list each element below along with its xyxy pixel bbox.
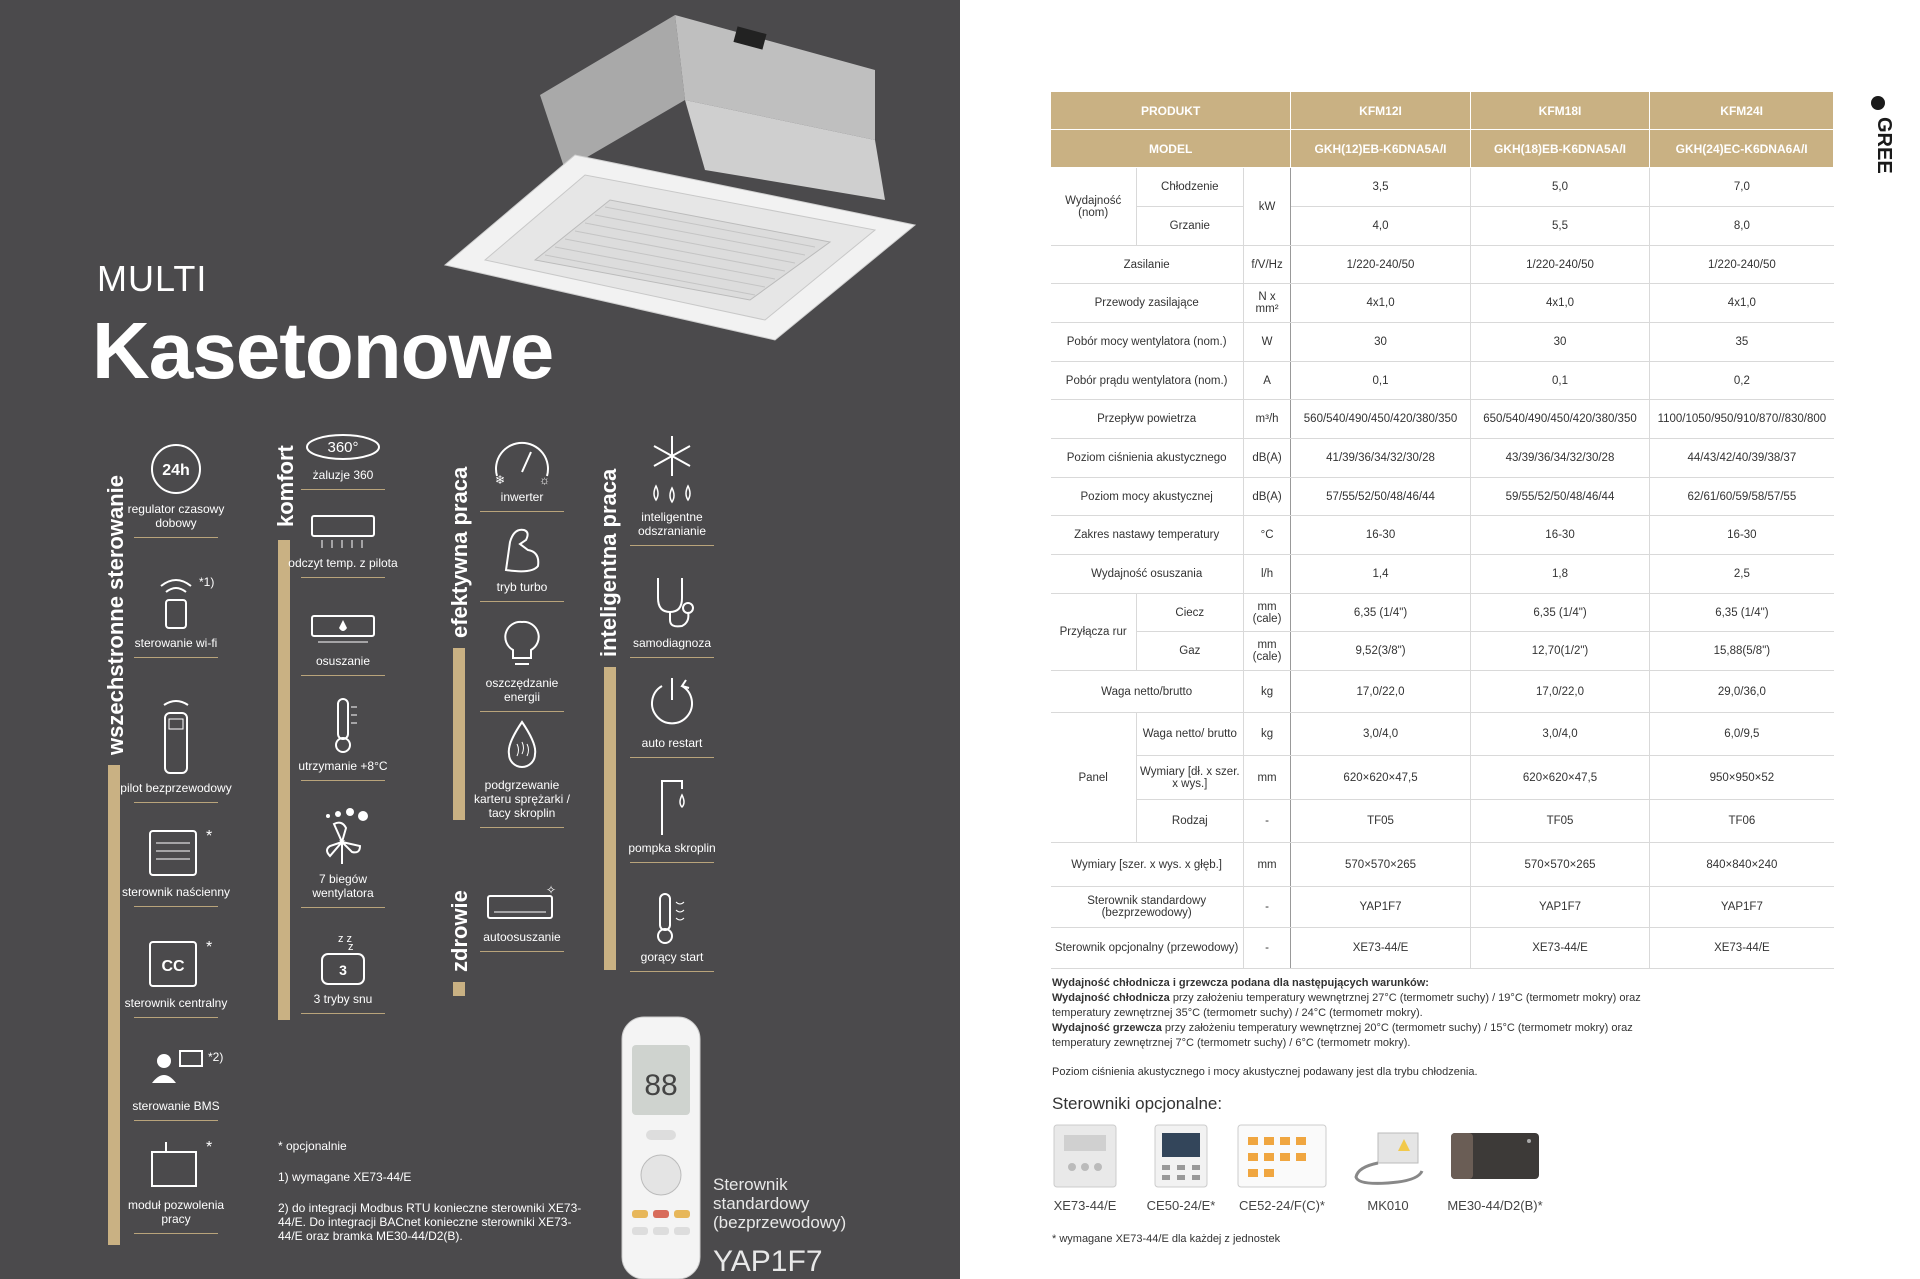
cassette-unit-image <box>445 10 935 350</box>
unit-cell: mm (cale) <box>1243 594 1290 632</box>
value-cell: YAP1F7 <box>1470 887 1649 928</box>
feature-label: auto restart <box>641 736 703 750</box>
row-label: Chłodzenie <box>1136 168 1243 207</box>
feature-enable-module <box>120 1138 232 1226</box>
row-label: Zasilanie <box>1051 246 1244 284</box>
value-cell: 4x1,0 <box>1291 284 1470 323</box>
drop-heat-icon <box>497 718 547 774</box>
conditions-note <box>1052 976 1672 1051</box>
unit-cell: W <box>1243 323 1290 362</box>
unit-cell: mm <box>1243 756 1290 800</box>
header-cell: KFM12I <box>1291 92 1470 130</box>
value-cell: 1/220-240/50 <box>1291 246 1470 284</box>
table-row <box>1051 168 1834 207</box>
fan-icon <box>308 806 378 868</box>
feature-label: podgrzewanie karteru sprężarki / tacy skroplin <box>473 778 571 820</box>
feature-crankcase-heater <box>466 718 578 820</box>
feature-frost-protection <box>287 695 399 773</box>
table-row <box>1051 284 1834 323</box>
table-row <box>1051 323 1834 362</box>
header-cell: KFM18I <box>1470 92 1649 130</box>
feature-self-drying <box>466 880 578 944</box>
product-title: Kasetonowe <box>92 306 554 395</box>
feature-label: żaluzje 360 <box>312 468 374 482</box>
unit-cell: l/h <box>1243 555 1290 594</box>
unit-cell: - <box>1243 887 1290 928</box>
feature-label: inteligentne odszranianie <box>637 510 707 538</box>
feature-auto-restart <box>616 672 728 750</box>
header-cell: KFM24I <box>1650 92 1834 130</box>
controller-ce50-image <box>1153 1123 1209 1189</box>
value-cell: 35 <box>1650 323 1834 362</box>
feature-energy-saving <box>466 618 578 704</box>
row-group: Wydajność (nom) <box>1051 168 1137 246</box>
svg-text:CC: CC <box>161 958 185 975</box>
row-label: Gaz <box>1136 632 1243 671</box>
feature-label: pilot bezprzewodowy <box>120 781 232 795</box>
value-cell: 6,35 (1/4") <box>1291 594 1470 632</box>
gree-logo <box>1862 95 1894 195</box>
unit-cell: - <box>1243 800 1290 843</box>
controller-label: XE73-44/E <box>1053 1198 1117 1213</box>
value-cell: 59/55/52/50/48/46/44 <box>1470 478 1649 516</box>
unit-cell: A <box>1243 362 1290 400</box>
gold-bar <box>453 648 465 820</box>
table-row <box>1051 756 1834 800</box>
feature-remote <box>120 697 232 795</box>
value-cell: 8,0 <box>1650 207 1834 246</box>
bms-note-mark: *2) <box>208 1050 224 1064</box>
feature-remote-temp <box>287 512 399 570</box>
feature-fan-speeds <box>287 806 399 900</box>
timer-label: 24h <box>162 462 190 479</box>
value-cell: 6,35 (1/4") <box>1650 594 1834 632</box>
value-cell: 16-30 <box>1470 516 1649 555</box>
indoor-unit-icon <box>308 512 378 552</box>
unit-cell: °C <box>1243 516 1290 555</box>
feature-turbo <box>466 522 578 594</box>
table-row <box>1051 671 1834 713</box>
value-cell: 62/61/60/59/58/57/55 <box>1650 478 1834 516</box>
feature-label: 3 tryby snu <box>313 992 373 1006</box>
unit-cell: mm <box>1243 843 1290 887</box>
unit-cell: kg <box>1243 671 1290 713</box>
table-row <box>1051 928 1834 969</box>
feature-wall-controller <box>120 827 232 899</box>
value-cell: 840×840×240 <box>1650 843 1834 887</box>
header-cell: GKH(12)EB-K6DNA5A/I <box>1291 130 1470 168</box>
value-cell: 17,0/22,0 <box>1470 671 1649 713</box>
value-cell: 41/39/36/34/32/30/28 <box>1291 439 1470 478</box>
value-cell: 16-30 <box>1291 516 1470 555</box>
table-row <box>1051 887 1834 928</box>
bms-icon <box>126 1045 226 1095</box>
svg-text:z: z <box>348 941 354 953</box>
controller-xe73-image <box>1052 1123 1118 1189</box>
spec-table <box>1050 91 1834 969</box>
enable-module-icon <box>136 1138 216 1194</box>
row-label: Zakres nastawy temperatury <box>1051 516 1244 555</box>
feature-label: tryb turbo <box>496 580 548 594</box>
row-label: Wymiary [szer. x wys. x głęb.] <box>1051 843 1244 887</box>
header-cell: MODEL <box>1051 130 1291 168</box>
row-label: Przewody zasilające <box>1051 284 1244 323</box>
remote-controller-image <box>620 1015 702 1279</box>
value-cell: 1,4 <box>1291 555 1470 594</box>
svg-text:❄: ❄ <box>495 473 506 487</box>
unit-cell: kW <box>1243 168 1290 246</box>
table-header-row <box>1051 130 1834 168</box>
inverter-icon <box>487 432 557 486</box>
table-header-row <box>1051 92 1834 130</box>
feature-label: sterowanie BMS <box>132 1099 220 1113</box>
cooling-text: przy założeniu temperatury wewnętrznej 27°C (termometr suchy) / 19°C (termometr mokry) oraz temperatury zewnętrznej 35°C (termometr suchy) / 24°C (termometr mokry). <box>1052 992 1641 1019</box>
header-cell: PRODUKT <box>1051 92 1291 130</box>
value-cell: 43/39/36/34/32/30/28 <box>1470 439 1649 478</box>
feature-label: moduł pozwolenia pracy <box>127 1198 225 1226</box>
value-cell: 15,88(5/8") <box>1650 632 1834 671</box>
wall-controller-icon <box>136 827 216 881</box>
feature-label: sterownik naścienny <box>121 885 231 899</box>
value-cell: YAP1F7 <box>1291 887 1470 928</box>
unit-cell: dB(A) <box>1243 439 1290 478</box>
svg-text:✧: ✧ <box>546 883 557 897</box>
column-title-comfort: komfort <box>273 445 298 527</box>
controller-mk010-image <box>1348 1123 1428 1189</box>
value-cell: 3,0/4,0 <box>1291 713 1470 756</box>
table-row <box>1051 516 1834 555</box>
value-cell: 0,1 <box>1291 362 1470 400</box>
feature-label: sterownik centralny <box>124 996 228 1010</box>
feature-sleep-modes <box>287 928 399 1006</box>
value-cell: 57/55/52/50/48/46/44 <box>1291 478 1470 516</box>
controller-me30-image <box>1447 1123 1543 1189</box>
feature-label: 7 biegów wentylatora <box>312 872 374 900</box>
value-cell: 950×950×52 <box>1650 756 1834 800</box>
value-cell: 5,0 <box>1470 168 1649 207</box>
value-cell: 1/220-240/50 <box>1470 246 1649 284</box>
feature-timer <box>120 440 232 530</box>
value-cell: 30 <box>1470 323 1649 362</box>
sleep-icon <box>308 928 378 988</box>
value-cell: XE73-44/E <box>1650 928 1834 969</box>
row-label: Waga netto/brutto <box>1051 671 1244 713</box>
value-cell: 620×620×47,5 <box>1470 756 1649 800</box>
feature-label: regulator czasowy dobowy <box>127 502 225 530</box>
column-title-efficiency: efektywna praca <box>447 466 472 638</box>
controller-label: CE52-24/F(C)* <box>1239 1198 1325 1213</box>
value-cell: 6,35 (1/4") <box>1470 594 1649 632</box>
unit-cell: dB(A) <box>1243 478 1290 516</box>
table-row <box>1051 555 1834 594</box>
remote-display: 88 <box>644 1069 678 1102</box>
feature-drying <box>287 612 399 668</box>
value-cell: 5,5 <box>1470 207 1649 246</box>
feature-hot-start <box>616 890 728 964</box>
feature-wifi <box>120 572 232 650</box>
wifi-icon <box>147 572 215 632</box>
feature-label: utrzymanie +8°C <box>298 759 388 773</box>
feature-label: autoosuszanie <box>483 930 561 944</box>
note-2: 2) do integracji Modbus RTU konieczne sterowniki XE73-44/E. Do integracji BACnet konieczne sterowniki XE73-44/E oraz bramka ME30-44/D2(B). <box>278 1201 582 1243</box>
feature-label: inwerter <box>500 490 544 504</box>
value-cell: 620×620×47,5 <box>1291 756 1470 800</box>
optional-controllers-title: Sterowniki opcjonalne: <box>1052 1094 1223 1113</box>
conditions-title: Wydajność chłodnicza i grzewcza podana dla następujących warunków: <box>1052 977 1429 989</box>
table-row <box>1051 594 1834 632</box>
remote-model: YAP1F7 <box>713 1245 823 1278</box>
row-label: Przepływ powietrza <box>1051 400 1244 439</box>
value-cell: 570×570×265 <box>1470 843 1649 887</box>
value-cell: 2,5 <box>1650 555 1834 594</box>
value-cell: XE73-44/E <box>1470 928 1649 969</box>
value-cell: 16-30 <box>1650 516 1834 555</box>
table-row <box>1051 400 1834 439</box>
gold-bar <box>453 982 465 996</box>
value-cell: 1,8 <box>1470 555 1649 594</box>
feature-label: odczyt temp. z pilota <box>288 556 398 570</box>
column-title-health: zdrowie <box>447 890 472 972</box>
table-row <box>1051 843 1834 887</box>
value-cell: 4,0 <box>1291 207 1470 246</box>
table-row <box>1051 800 1834 843</box>
heating-text: przy założeniu temperatury wewnętrznej 20°C (termometr suchy) / 15°C (termometr mokry) oraz temperatury zewnętrznej 7°C (termometr suchy) / 6°C (termometr mokry). <box>1052 1022 1633 1049</box>
value-cell: 570×570×265 <box>1291 843 1470 887</box>
header-cell: GKH(18)EB-K6DNA5A/I <box>1470 130 1649 168</box>
column-title-intelligent: inteligentna praca <box>596 468 621 657</box>
row-label: Wymiary [dł. x szer. x wys.] <box>1136 756 1243 800</box>
feature-condensate-pump <box>616 773 728 855</box>
table-row <box>1051 362 1834 400</box>
value-cell: YAP1F7 <box>1650 887 1834 928</box>
unit-cell: kg <box>1243 713 1290 756</box>
value-cell: 1100/1050/950/910/870//830/800 <box>1650 400 1834 439</box>
controller-xe73 <box>1050 1123 1120 1213</box>
controllers-note: * wymagane XE73-44/E dla każdej z jednostek <box>1052 1233 1281 1245</box>
feature-self-diagnosis <box>616 572 728 650</box>
controller-label: ME30-44/D2(B)* <box>1447 1198 1543 1213</box>
feature-label: oszczędzanie energii <box>485 676 559 704</box>
remote-control-icon <box>147 697 205 777</box>
row-label: Wydajność osuszania <box>1051 555 1244 594</box>
cooling-label: Wydajność chłodnicza <box>1052 992 1170 1004</box>
controller-label: CE50-24/E* <box>1146 1198 1216 1213</box>
value-cell: 3,5 <box>1291 168 1470 207</box>
note-optional: * opcjonalnie <box>278 1139 347 1153</box>
value-cell: 0,2 <box>1650 362 1834 400</box>
feature-label: gorący start <box>640 950 704 964</box>
feature-defrost <box>616 432 728 538</box>
value-cell: 6,0/9,5 <box>1650 713 1834 756</box>
header-cell: GKH(24)EC-K6DNA6A/I <box>1650 130 1834 168</box>
muscle-icon <box>492 522 552 576</box>
controller-mk010 <box>1346 1123 1430 1213</box>
lightbulb-icon <box>497 618 547 672</box>
row-label: Grzanie <box>1136 207 1243 246</box>
brand-text: GREE <box>1873 117 1895 174</box>
value-cell: 4x1,0 <box>1650 284 1834 323</box>
value-cell: XE73-44/E <box>1291 928 1470 969</box>
row-group: Panel <box>1051 713 1137 843</box>
power-restart-icon <box>642 672 702 732</box>
note-1: 1) wymagane XE73-44/E <box>278 1170 412 1184</box>
series-label: MULTI <box>97 258 208 299</box>
unit-cell: N x mm² <box>1243 284 1290 323</box>
feature-central-controller <box>120 938 232 1010</box>
row-label: Pobór mocy wentylatora (nom.) <box>1051 323 1244 362</box>
self-drying-icon <box>482 880 562 926</box>
row-label: Sterownik standardowy (bezprzewodowy) <box>1051 887 1244 928</box>
value-cell: TF05 <box>1291 800 1470 843</box>
column-title-control: wszechstronne sterowanie <box>103 475 128 755</box>
hot-start-icon <box>642 890 702 946</box>
value-cell: 17,0/22,0 <box>1291 671 1470 713</box>
louver-360-icon <box>303 430 383 464</box>
feature-label: pompka skroplin <box>628 841 716 855</box>
optional-mark: * <box>206 1139 213 1156</box>
controller-label: MK010 <box>1367 1198 1409 1213</box>
snowflake-drop-icon <box>642 432 702 506</box>
unit-cell: mm (cale) <box>1243 632 1290 671</box>
value-cell: 12,70(1/2") <box>1470 632 1649 671</box>
unit-cell: f/V/Hz <box>1243 246 1290 284</box>
table-row <box>1051 439 1834 478</box>
value-cell: 30 <box>1291 323 1470 362</box>
value-cell: 7,0 <box>1650 168 1834 207</box>
unit-cell: - <box>1243 928 1290 969</box>
row-label: Rodzaj <box>1136 800 1243 843</box>
value-cell: 29,0/36,0 <box>1650 671 1834 713</box>
controller-ce50 <box>1136 1123 1226 1213</box>
optional-mark: * <box>206 939 213 956</box>
table-row <box>1051 632 1834 671</box>
thermometer-icon <box>323 695 363 755</box>
unit-cell: m³/h <box>1243 400 1290 439</box>
pump-icon <box>642 773 702 837</box>
value-cell: 9,52(3/8") <box>1291 632 1470 671</box>
value-cell: TF06 <box>1650 800 1834 843</box>
row-label: Poziom mocy akustycznej <box>1051 478 1244 516</box>
svg-text:☼: ☼ <box>539 473 550 487</box>
value-cell: 0,1 <box>1470 362 1649 400</box>
table-row <box>1051 246 1834 284</box>
sleep-count-label: 3 <box>339 962 347 978</box>
row-label: Ciecz <box>1136 594 1243 632</box>
controller-ce52 <box>1232 1123 1332 1213</box>
table-row <box>1051 207 1834 246</box>
table-row <box>1051 713 1834 756</box>
value-cell: TF05 <box>1470 800 1649 843</box>
heating-label: Wydajność grzewcza <box>1052 1022 1162 1034</box>
louver-label: 360° <box>327 439 359 456</box>
value-cell: 4x1,0 <box>1470 284 1649 323</box>
remote-caption: Sterownik standardowy (bezprzewodowy) <box>713 1175 847 1232</box>
value-cell: 1/220-240/50 <box>1650 246 1834 284</box>
value-cell: 650/540/490/450/420/380/350 <box>1470 400 1649 439</box>
feature-label: sterowanie wi-fi <box>134 636 218 650</box>
optional-mark: * <box>206 828 213 845</box>
row-label: Poziom ciśnienia akustycznego <box>1051 439 1244 478</box>
row-label: Waga netto/ brutto <box>1136 713 1243 756</box>
wifi-note-mark: *1) <box>199 575 215 589</box>
gold-bar <box>604 667 616 970</box>
dry-mode-icon <box>308 612 378 650</box>
feature-bms <box>120 1045 232 1113</box>
feature-louver-360 <box>287 430 399 482</box>
table-row <box>1051 478 1834 516</box>
controller-ce52-image <box>1236 1123 1328 1189</box>
timer-icon <box>147 440 205 498</box>
controller-me30 <box>1440 1123 1550 1213</box>
row-label: Pobór prądu wentylatora (nom.) <box>1051 362 1244 400</box>
value-cell: 3,0/4,0 <box>1470 713 1649 756</box>
gold-bar <box>108 765 120 1245</box>
value-cell: 44/43/42/40/39/38/37 <box>1650 439 1834 478</box>
feature-label: osuszanie <box>315 654 371 668</box>
noise-note: Poziom ciśnienia akustycznego i mocy akustycznej podawany jest dla trybu chłodzenia. <box>1052 1066 1478 1078</box>
row-label: Sterownik opcjonalny (przewodowy) <box>1051 928 1244 969</box>
value-cell: 560/540/490/450/420/380/350 <box>1291 400 1470 439</box>
row-group: Przyłącza rur <box>1051 594 1137 671</box>
svg-text:z z: z z <box>338 933 353 945</box>
feature-label: samodiagnoza <box>632 636 712 650</box>
stethoscope-icon <box>642 572 702 632</box>
feature-inverter <box>466 432 578 504</box>
central-controller-icon <box>136 938 216 992</box>
